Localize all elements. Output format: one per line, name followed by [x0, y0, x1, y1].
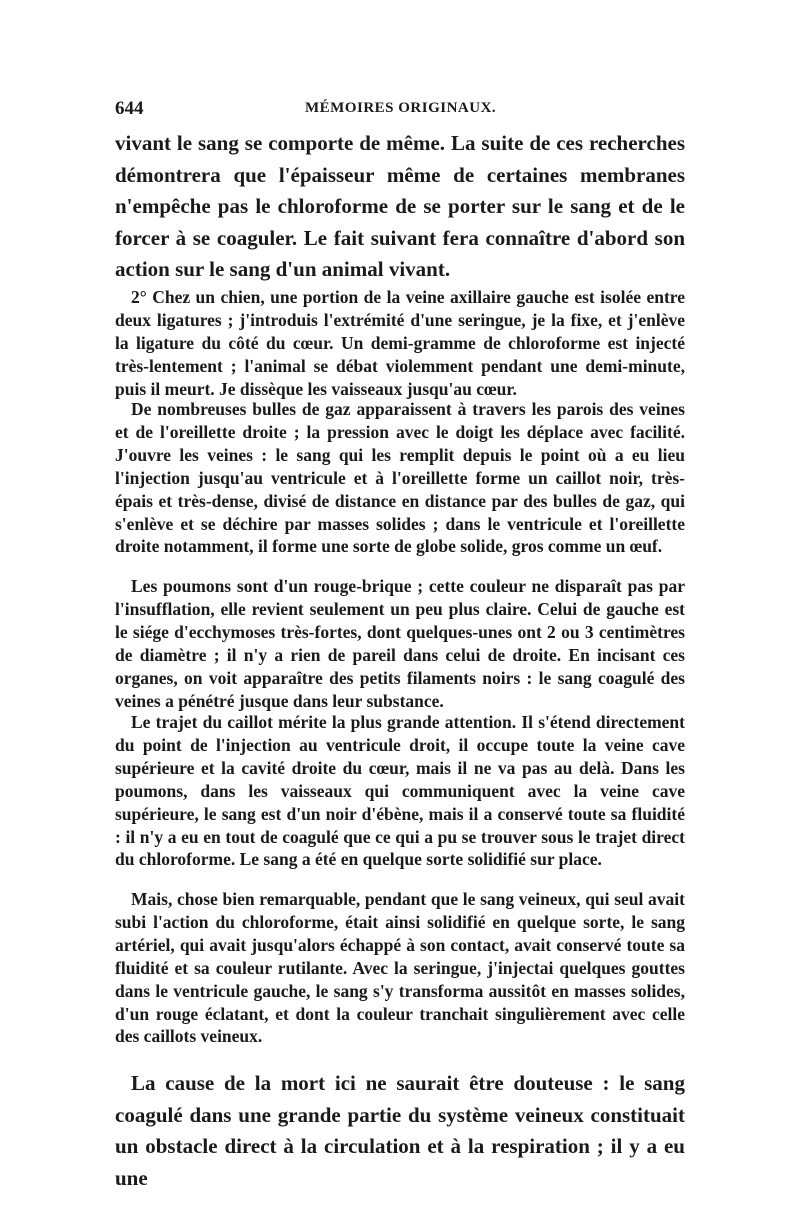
running-title: MÉMOIRES ORIGINAUX.: [305, 100, 497, 116]
page-header: [115, 98, 685, 122]
page-number: 644: [115, 98, 144, 119]
paragraph-gas-bubbles: De nombreuses bulles de gaz apparaissent à travers les parois des veines et de l'oreillette droite ; la pression avec le doigt les déplace avec facilité. J'ouvre les veines : le sang qui les remplit depuis le point où a eu lieu l'injection jusqu'au ventricule et à l'oreillette forme un caillot noir, très-épais et très-dense, divisé de distance en distance par des bulles de gaz, qui s'enlève et se déchire par masses solides ; dans le ventricule et l'oreillette droite notamment, il forme une sorte de globe solide, gros comme un œuf.: [115, 399, 685, 557]
paragraph-experiment-2: 2° Chez un chien, une portion de la veine axillaire gauche est isolée entre deux ligatures ; j'introduis l'extrémité d'une seringue, je la fixe, et j'enlève la ligature du côté du cœur. Un demi-gramme de chloroforme est injecté très-lentement ; l'animal se débat violemment pendant une demi-minute, puis il meurt. Je dissèque les vaisseaux jusqu'au cœur.: [115, 287, 685, 399]
paragraph-arterial-blood: Mais, chose bien remarquable, pendant que le sang veineux, qui seul avait subi l'action du chloroforme, était ainsi solidifié en quelque sorte, le sang artériel, qui avait jusqu'alors échappé à son contact, avait conservé toute sa fluidité et sa couleur rutilante. Avec la seringue, j'injectai quelques gouttes dans le ventricule gauche, le sang s'y transforma aussitôt en masses solides, d'un rouge éclatant, et dont la couleur tranchait singulièrement avec celle des caillots veineux.: [115, 889, 685, 1047]
paragraph-cause-of-death: La cause de la mort ici ne saurait être douteuse : le sang coagulé dans une grande partie du système veineux constituait un obstacle direct à la circulation et à la respiration ; il y a eu une: [115, 1071, 685, 1190]
paragraph-intro: vivant le sang se comporte de même. La suite de ces recherches démontrera que l'épaisseur même de certaines membranes n'empêche pas le chloroforme de se porter sur le sang et de le forcer à se coaguler. Le fait suivant fera connaître d'abord son action sur le sang d'un animal vivant.: [115, 131, 685, 281]
paragraph-clot-path: Le trajet du caillot mérite la plus grande attention. Il s'étend directement du point de l'injection au ventricule droit, il occupe toute la veine cave supérieure et la cavité droite du cœur, mais il ne va pas au delà. Dans les poumons, dans les vaisseaux qui communiquent avec la veine cave supérieure, le sang est d'un noir d'ébène, mais il a conservé toute sa fluidité : il n'y a eu en tout de coagulé que ce qui a pu se trouver sous le trajet direct du chloroforme. Le sang a été en quelque sorte solidifié sur place.: [115, 712, 685, 870]
paragraph-lungs: Les poumons sont d'un rouge-brique ; cette couleur ne disparaît pas par l'insufflation, elle revient seulement un peu plus claire. Celui de gauche est le siége d'ecchymoses très-fortes, dont quelques-unes ont 2 ou 3 centimètres de diamètre ; il n'y a rien de pareil dans celui de droite. En incisant ces organes, on voit apparaître des petits filaments noirs : le sang coagulé des veines a pénétré jusque dans leur substance.: [115, 576, 685, 711]
